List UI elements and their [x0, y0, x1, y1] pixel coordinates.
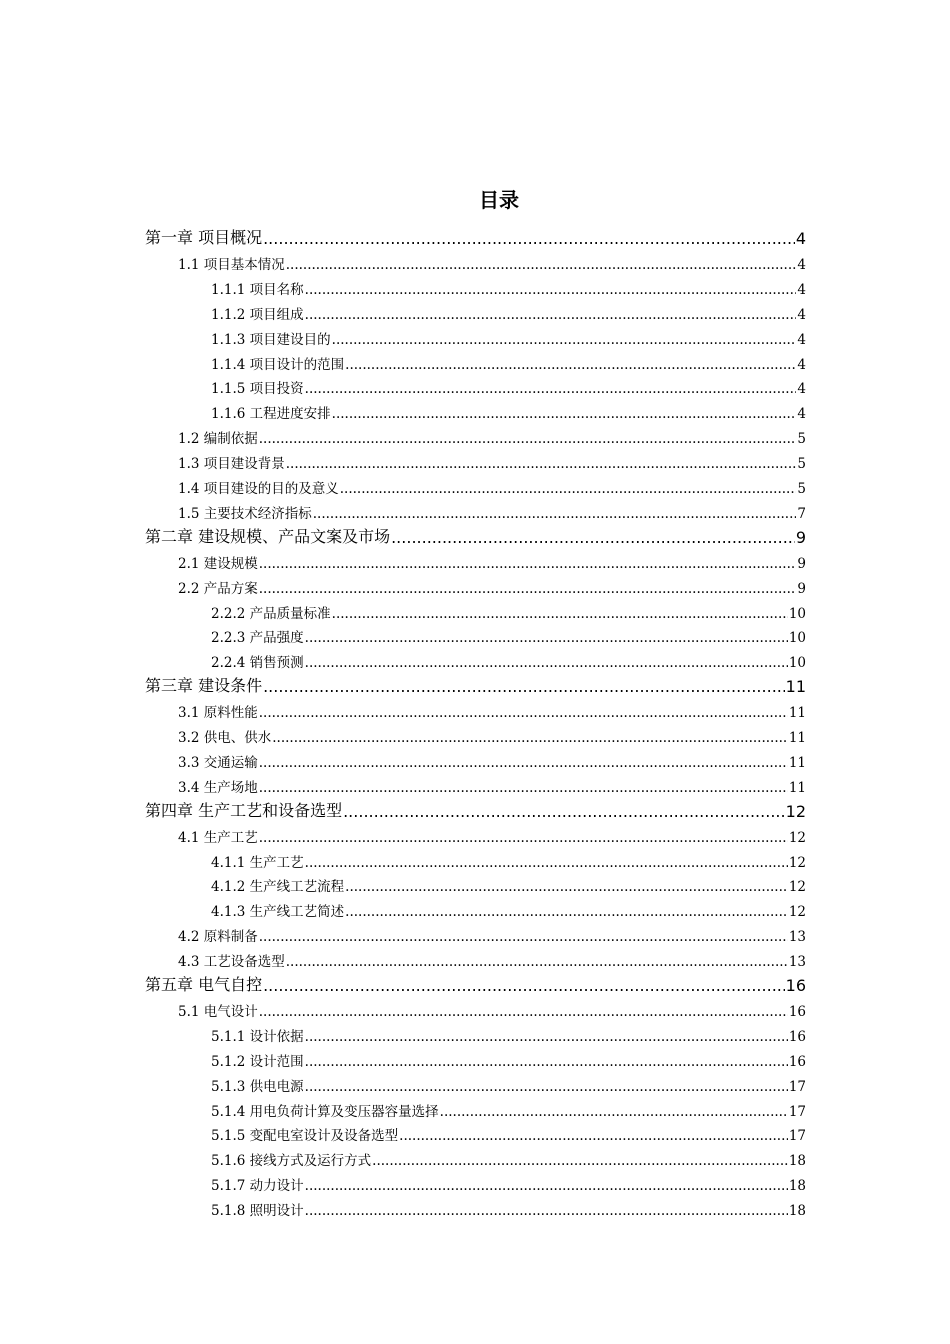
toc-leader-dots — [305, 282, 797, 298]
toc-entry[interactable] — [178, 722, 806, 746]
toc-entry-label: 第一章 项目概况 — [145, 228, 263, 247]
toc-entry-page: 11 — [788, 730, 806, 746]
toc-leader-dots — [259, 755, 788, 771]
toc-leader-dots — [345, 879, 788, 895]
toc-entry[interactable] — [145, 971, 806, 995]
toc-entry[interactable] — [178, 573, 806, 597]
toc-entry[interactable] — [211, 1195, 806, 1219]
toc-leader-dots — [259, 929, 788, 945]
toc-entry-label: 5.1.8 照明设计 — [211, 1203, 304, 1220]
toc-leader-dots — [440, 1104, 788, 1120]
toc-entry-label: 4.1.2 生产线工艺流程 — [211, 879, 345, 896]
toc-entry[interactable] — [178, 822, 806, 846]
toc-leader-dots — [345, 357, 796, 373]
toc-entry[interactable] — [211, 274, 806, 298]
toc-entry-page: 4 — [797, 306, 806, 323]
toc-entry[interactable] — [211, 1021, 806, 1045]
toc-leader-dots — [286, 257, 797, 273]
toc-entry[interactable] — [178, 747, 806, 771]
toc-leader-dots — [259, 431, 797, 447]
toc-entry-label: 5.1.5 变配电室设计及设备选型 — [211, 1128, 399, 1145]
toc-entry-page: 4 — [797, 381, 806, 398]
toc-leader-dots — [332, 332, 797, 348]
toc-entry-page: 9 — [797, 580, 806, 597]
toc-entry-page: 11 — [788, 754, 806, 771]
toc-entry-label: 1.1.5 项目投资 — [211, 381, 304, 398]
toc-entry[interactable] — [211, 398, 806, 422]
toc-entry-page: 16 — [788, 1028, 806, 1045]
toc-entry[interactable] — [211, 373, 806, 397]
toc-entry[interactable] — [178, 498, 806, 522]
toc-entry[interactable] — [178, 448, 806, 472]
toc-leader-dots — [259, 780, 788, 796]
toc-leader-dots — [305, 307, 797, 323]
toc-leader-dots — [259, 705, 788, 721]
toc-entry-page: 5 — [797, 481, 806, 497]
toc-entry-label: 2.2.4 销售预测 — [211, 655, 304, 672]
toc-leader-dots — [313, 506, 797, 522]
toc-entry[interactable] — [178, 996, 806, 1020]
toc-entry-label: 3.3 交通运输 — [178, 754, 258, 771]
toc-entry-page: 16 — [788, 1003, 806, 1020]
toc-entry-page: 18 — [788, 1178, 806, 1195]
toc-entry[interactable] — [178, 473, 806, 497]
toc-entry-label: 2.2 产品方案 — [178, 580, 258, 597]
toc-entry-page: 18 — [788, 1203, 806, 1220]
toc-entry-page: 10 — [788, 655, 806, 672]
toc-entry-page: 18 — [788, 1153, 806, 1170]
toc-entry[interactable] — [211, 622, 806, 646]
toc-entry-label: 1.1.6 工程进度安排 — [211, 406, 331, 423]
toc-leader-dots — [332, 406, 797, 422]
toc-leader-dots — [332, 606, 788, 622]
toc-entry-label: 1.5 主要技术经济指标 — [178, 505, 312, 522]
toc-entry-page: 7 — [797, 505, 806, 522]
toc-entry[interactable] — [211, 847, 806, 871]
toc-entry[interactable] — [178, 921, 806, 945]
toc-entry[interactable] — [178, 423, 806, 447]
toc-leader-dots — [345, 904, 788, 920]
toc-entry-label: 1.1.3 项目建设目的 — [211, 331, 331, 348]
toc-entry-page: 10 — [788, 605, 806, 622]
toc-entry-page: 16 — [785, 976, 806, 995]
toc-entry[interactable] — [211, 1096, 806, 1120]
toc-entry-page: 11 — [785, 677, 806, 697]
toc-entry[interactable] — [211, 896, 806, 920]
toc-leader-dots — [305, 630, 788, 646]
toc-entry-label: 第五章 电气自控 — [145, 975, 263, 994]
toc-entry[interactable] — [211, 324, 806, 348]
toc-title: 目录 — [479, 188, 519, 212]
toc-entry-label: 1.3 项目建设背景 — [178, 456, 285, 473]
toc-entry-page: 4 — [797, 256, 806, 273]
toc-entry-label: 3.2 供电、供水 — [178, 730, 272, 746]
toc-entry-label: 3.4 生产场地 — [178, 779, 258, 796]
toc-entry[interactable] — [178, 249, 806, 273]
toc-leader-dots — [305, 655, 788, 671]
toc-entry-page: 11 — [788, 705, 806, 722]
toc-entry-page: 12 — [788, 854, 806, 871]
toc-entry-page: 10 — [788, 630, 806, 647]
toc-entry[interactable] — [145, 224, 806, 248]
toc-entry[interactable] — [211, 1071, 806, 1095]
toc-leader-dots — [305, 1203, 788, 1219]
toc-entry-label: 5.1.3 供电电源 — [211, 1078, 304, 1095]
toc-leader-dots — [372, 1153, 788, 1169]
toc-entry[interactable] — [211, 598, 806, 622]
toc-entry-page: 12 — [788, 879, 806, 896]
toc-leader-dots — [305, 381, 797, 397]
toc-entry-label: 5.1.4 用电负荷计算及变压器容量选择 — [211, 1103, 439, 1120]
toc-entry-page: 11 — [788, 779, 806, 796]
toc-entry-label: 1.2 编制依据 — [178, 431, 258, 448]
toc-entry-page: 17 — [788, 1128, 806, 1145]
toc-entry[interactable] — [145, 523, 806, 547]
toc-entry-label: 4.3 工艺设备选型 — [178, 954, 285, 971]
toc-entry-page: 13 — [788, 954, 806, 971]
toc-entry[interactable] — [211, 1170, 806, 1194]
toc-entry-page: 4 — [797, 281, 806, 298]
toc-entry-label: 第四章 生产工艺和设备选型 — [145, 800, 343, 820]
toc-entry-label: 1.1.2 项目组成 — [211, 306, 304, 323]
toc-entry-label: 1.1.4 项目设计的范围 — [211, 356, 345, 373]
toc-entry-page: 17 — [788, 1078, 806, 1095]
toc-entry-page: 5 — [797, 431, 806, 448]
toc-leader-dots — [272, 730, 788, 746]
toc-entry-label: 4.1.3 生产线工艺简述 — [211, 904, 345, 921]
toc-entry-label: 5.1.6 接线方式及运行方式 — [211, 1153, 372, 1170]
toc-entry[interactable] — [145, 797, 806, 821]
toc-leader-dots — [259, 581, 797, 597]
toc-entry[interactable] — [178, 548, 806, 572]
toc-entry-label: 5.1.1 设计依据 — [211, 1028, 304, 1045]
toc-entry[interactable] — [211, 1046, 806, 1070]
toc-entry-page: 16 — [788, 1053, 806, 1070]
toc-leader-dots — [305, 1079, 788, 1095]
toc-entry[interactable] — [145, 672, 806, 696]
toc-entry-label: 第二章 建设规模、产品文案及市场 — [145, 526, 391, 546]
toc-entry-label: 1.1.1 项目名称 — [211, 281, 304, 298]
toc-leader-dots — [263, 229, 795, 248]
toc-entry-page: 9 — [795, 527, 806, 547]
toc-leader-dots — [340, 481, 797, 497]
toc-entry-label: 2.2.3 产品强度 — [211, 630, 304, 647]
toc-entry-page: 13 — [788, 929, 806, 946]
toc-entry-label: 4.2 原料制备 — [178, 929, 258, 946]
toc-leader-dots — [259, 1004, 788, 1020]
toc-leader-dots — [305, 1029, 788, 1045]
toc-entry-page: 4 — [797, 331, 806, 348]
toc-leader-dots — [286, 456, 797, 472]
toc-entry-label: 3.1 原料性能 — [178, 705, 258, 722]
toc-entry[interactable] — [211, 647, 806, 671]
toc-entry-page: 17 — [788, 1103, 806, 1120]
toc-entry-page: 4 — [797, 356, 806, 373]
toc-entry[interactable] — [211, 299, 806, 323]
toc-entry-label: 4.1 生产工艺 — [178, 829, 258, 846]
toc-entry-page: 12 — [788, 829, 806, 846]
toc-leader-dots — [263, 976, 785, 995]
toc-entry[interactable] — [178, 697, 806, 721]
toc-entry-page: 12 — [785, 801, 806, 821]
toc-entry[interactable] — [178, 946, 806, 970]
toc-entry-label: 1.4 项目建设的目的及意义 — [178, 481, 339, 497]
toc-entry-page: 5 — [797, 456, 806, 473]
toc-entry[interactable] — [211, 1145, 806, 1169]
toc-entry-page: 9 — [797, 555, 806, 572]
toc-entry-label: 4.1.1 生产工艺 — [211, 854, 304, 871]
toc-entry[interactable] — [211, 349, 806, 373]
toc-leader-dots — [391, 528, 795, 547]
toc-entry-label: 第三章 建设条件 — [145, 676, 263, 696]
toc-entry-page: 4 — [797, 406, 806, 423]
toc-entry[interactable] — [211, 1120, 806, 1144]
toc-leader-dots — [259, 830, 788, 846]
toc-leader-dots — [263, 677, 785, 696]
toc-entry-label: 2.1 建设规模 — [178, 555, 258, 572]
toc-leader-dots — [343, 802, 785, 821]
toc-leader-dots — [259, 556, 797, 572]
toc-leader-dots — [399, 1128, 788, 1144]
toc-leader-dots — [305, 1054, 788, 1070]
toc-entry-label: 5.1.7 动力设计 — [211, 1178, 304, 1195]
toc-entry-page: 12 — [788, 904, 806, 921]
toc-entry-label: 1.1 项目基本情况 — [178, 256, 285, 273]
toc-entry-page: 4 — [795, 229, 806, 248]
toc-entry[interactable] — [178, 772, 806, 796]
toc-entry-label: 5.1 电气设计 — [178, 1003, 258, 1020]
toc-entry-label: 5.1.2 设计范围 — [211, 1053, 304, 1070]
toc-leader-dots — [305, 1178, 788, 1194]
toc-leader-dots — [305, 855, 788, 871]
toc-leader-dots — [286, 954, 788, 970]
toc-entry-label: 2.2.2 产品质量标准 — [211, 605, 331, 622]
toc-entry[interactable] — [211, 871, 806, 895]
